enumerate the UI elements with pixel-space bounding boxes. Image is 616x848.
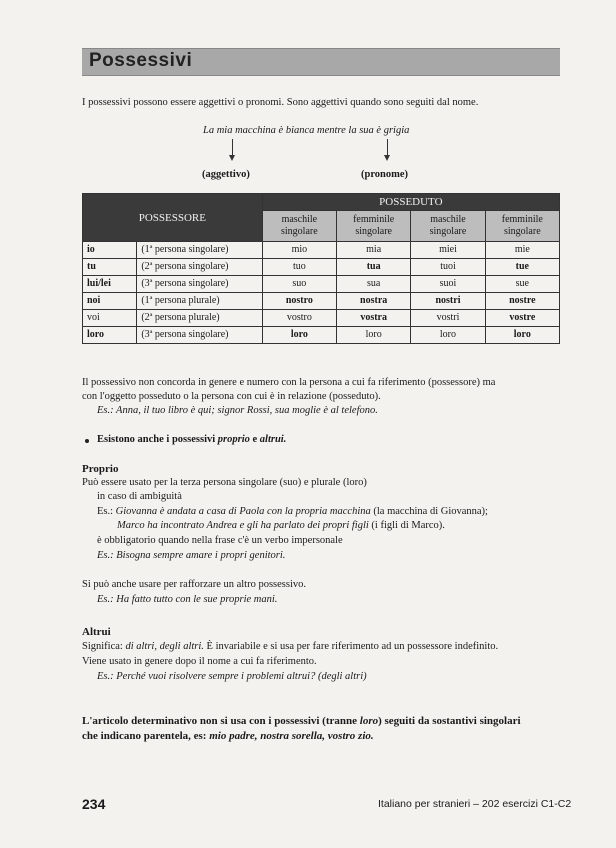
table-row <box>83 327 560 344</box>
proprio-line-3: è obbligatorio quando nella frase c'è un verbo impersonale <box>97 535 343 546</box>
table-cell: tua <box>337 259 411 276</box>
table-cell: suo <box>262 276 336 293</box>
table-row <box>83 310 560 327</box>
table-cell: suoi <box>411 276 485 293</box>
person-cell: (1ª persona singolare) <box>137 242 262 259</box>
example-sentence: La mia macchina è bianca mentre la sua è grigia <box>203 125 410 136</box>
table-cell: nostre <box>485 293 559 310</box>
table-cell: nostri <box>411 293 485 310</box>
table-cell: sue <box>485 276 559 293</box>
pronoun-cell: lui/lei <box>83 276 137 293</box>
table-cell: mie <box>485 242 559 259</box>
page-title: Possessivi <box>89 50 193 71</box>
table-row <box>83 259 560 276</box>
arrow-down-icon <box>229 155 235 161</box>
proprio-example-1: Es.: Giovanna è andata a casa di Paola con la propria macchina (la macchina di Giovanna); <box>97 506 488 517</box>
column-header: femminile singolare <box>337 211 411 242</box>
pronoun-cell: loro <box>83 327 137 344</box>
person-cell: (2ª persona singolare) <box>137 259 262 276</box>
possessore-header: POSSESSORE <box>83 194 263 242</box>
table-cell: loro <box>337 327 411 344</box>
altrui-line-1: Significa: di altri, degli altri. È invariabile e si usa per fare riferimento ad un possessore indefinito. <box>82 641 499 652</box>
pronoun-cell: noi <box>83 293 137 310</box>
table-cell: vostro <box>262 310 336 327</box>
label-pronome: (pronome) <box>361 169 409 180</box>
section-title-band <box>82 48 560 76</box>
bullet-text: Esistono anche i possessivi proprio e altrui. <box>97 434 287 445</box>
posseduto-header: POSSEDUTO <box>262 194 559 211</box>
table-row <box>83 293 560 310</box>
table-cell: mio <box>262 242 336 259</box>
proprio-example-3: Es.: Bisogna sempre amare i propri genitori. <box>97 550 286 561</box>
pronoun-cell: tu <box>83 259 137 276</box>
bullet-icon <box>85 439 89 443</box>
proprio-line-1: Può essere usato per la terza persona singolare (suo) e plurale (loro) <box>82 477 367 488</box>
altrui-example: Es.: Perché vuoi risolvere sempre i problemi altrui? (degli altri) <box>97 671 367 682</box>
pronoun-cell: io <box>83 242 137 259</box>
pronoun-cell: voi <box>83 310 137 327</box>
person-cell: (3ª persona singolare) <box>137 276 262 293</box>
table-cell: loro <box>262 327 336 344</box>
person-cell: (1ª persona plurale) <box>137 293 262 310</box>
book-title-footer: Italiano per stranieri – 202 esercizi C1-C2 <box>378 798 572 810</box>
possessives-table <box>82 193 560 344</box>
column-header: femminile singolare <box>485 211 559 242</box>
table-cell: tuoi <box>411 259 485 276</box>
table-cell: miei <box>411 242 485 259</box>
proprio-heading: Proprio <box>82 463 119 475</box>
person-cell: (2ª persona plurale) <box>137 310 262 327</box>
table-cell: tuo <box>262 259 336 276</box>
table-cell: vostre <box>485 310 559 327</box>
table-cell: loro <box>411 327 485 344</box>
agreement-example: Es.: Anna, il tuo libro è qui; signor Rossi, sua moglie è al telefono. <box>97 405 378 416</box>
agreement-line-2: con l'oggetto posseduto o la persona con cui è in relazione (posseduto). <box>82 391 381 402</box>
table-cell: vostri <box>411 310 485 327</box>
table-row <box>83 276 560 293</box>
note-line-1: L'articolo determinativo non si usa con i possessivi (tranne loro) seguiti da sostantivi singolari <box>82 715 521 727</box>
proprio-example-2: Marco ha incontrato Andrea e gli ha parlato dei propri figli (i figli di Marco). <box>117 520 445 531</box>
proprio-line-4: Si può anche usare per rafforzare un altro possessivo. <box>82 579 307 590</box>
arrow-down-icon <box>384 155 390 161</box>
table-cell: nostro <box>262 293 336 310</box>
altrui-heading: Altrui <box>82 626 111 638</box>
column-header: maschile singolare <box>262 211 336 242</box>
agreement-line-1: Il possessivo non concorda in genere e numero con la persona a cui fa riferimento (possessore) ma <box>82 377 496 388</box>
label-aggettivo: (aggettivo) <box>202 169 250 180</box>
table-cell: loro <box>485 327 559 344</box>
column-header: maschile singolare <box>411 211 485 242</box>
altrui-line-2: Viene usato in genere dopo il nome a cui fa riferimento. <box>82 656 317 667</box>
table-cell: tue <box>485 259 559 276</box>
person-cell: (3ª persona singolare) <box>137 327 262 344</box>
table-cell: mia <box>337 242 411 259</box>
intro-paragraph: I possessivi possono essere aggettivi o pronomi. Sono aggettivi quando sono seguiti dal nome. <box>82 97 479 108</box>
proprio-line-2: in caso di ambiguità <box>97 491 182 502</box>
table-cell: nostra <box>337 293 411 310</box>
proprio-example-4: Es.: Ha fatto tutto con le sue proprie mani. <box>97 594 278 605</box>
note-line-2: che indicano parentela, es: mio padre, nostra sorella, vostro zio. <box>82 730 374 742</box>
table-row <box>83 242 560 259</box>
table-cell: sua <box>337 276 411 293</box>
page-number: 234 <box>82 796 106 812</box>
table-cell: vostra <box>337 310 411 327</box>
